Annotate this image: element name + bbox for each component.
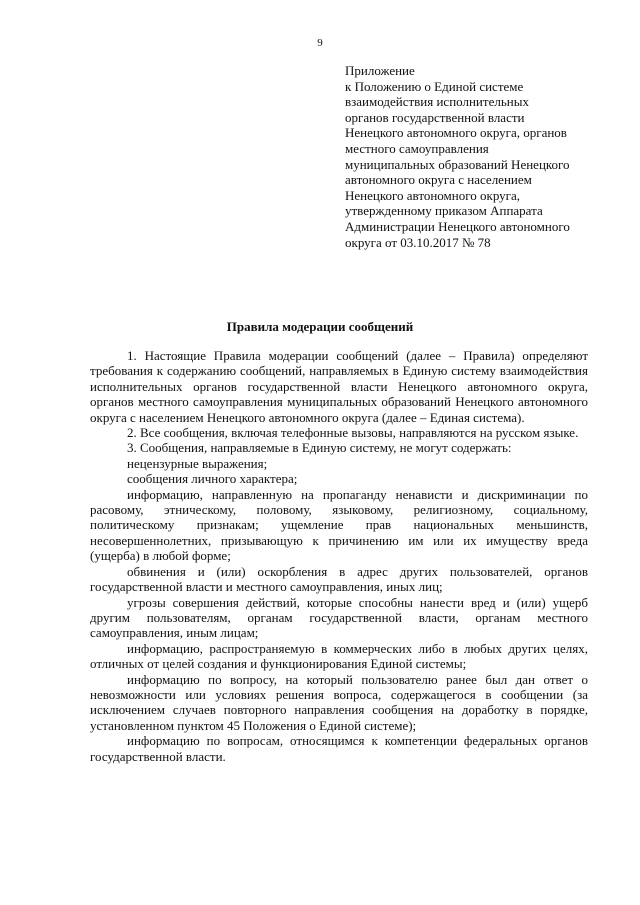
appendix-line: органов государственной власти [345,109,525,125]
appendix-line: Ненецкого автономного округа, органов [345,125,567,141]
page-number: 9 [317,37,323,49]
appendix-line: Приложение [345,63,415,78]
paragraph-2: 2. Все сообщения, включая телефонные вызовы, направляются на русском языке. [127,425,579,441]
list-item: информацию по вопросу, на который пользователю ранее был дан ответ о невозможности или условиях решения вопроса, содержащегося в сообщении (за исключением случаев повторного направления сообщения на доработку в порядке, установленном пунктом 45 Положения о Единой системе); [90,671,588,733]
document-title: Правила модерации сообщений [226,319,414,334]
list-item: угрозы совершения действий, которые способны нанести вред и (или) ущерб другим пользователям, органам государственной власти, органам местного самоуправления, иным лицам; [90,594,588,641]
appendix-line: местного самоуправления [345,140,489,156]
appendix-line: взаимодействия исполнительных [345,94,529,110]
paragraph-1: 1. Настоящие Правила модерации сообщений (далее – Правила) определяют требования к содержанию сообщений, направляемых в Единую систему взаимодействия исполнительных органов государственной власти Ненецкого автономного округа, органов местного самоуправления муниципальных образований Ненецкого автономного округа с населением Ненецкого автономного округа (далее – Единая система). [90,348,588,425]
appendix-line: округа от 03.10.2017 № 78 [345,234,491,250]
list-item: сообщения личного характера; [127,471,298,487]
list-item: обвинения и (или) оскорбления в адрес других пользователей, органов государственной власти и местного самоуправления, иных лиц; [90,563,588,595]
appendix-line: муниципальных образований Ненецкого [345,156,570,172]
appendix-line: Ненецкого автономного округа, [345,187,520,203]
list-item: нецензурные выражения; [127,455,268,471]
list-item: информацию по вопросам, относящимся к компетенции федеральных органов государственной власти. [90,733,588,764]
list-item: информацию, направленную на пропаганду ненависти и дискриминации по расовому, этническому, половому, языковому, религиозному, социальному, политическому признакам; ущемление прав национальных меньшинств, несовершеннолетних, призывающую к причинению им или их имуществу вреда (ущерба) в любой форме; [90,486,588,564]
appendix-line: Администрации Ненецкого автономного [345,218,570,234]
appendix-block [345,63,635,250]
list-item: информацию, распространяемую в коммерческих либо в любых других целях, отличных от целей создания и функционирования Единой системы; [90,640,588,672]
appendix-line: к Положению о Единой системе [345,78,524,94]
appendix-line: автономного округа с населением [345,172,532,188]
paragraph-3: 3. Сообщения, направляемые в Единую систему, не могут содержать: [127,440,512,456]
document-body [90,348,588,764]
appendix-line: утвержденному приказом Аппарата [345,203,543,219]
